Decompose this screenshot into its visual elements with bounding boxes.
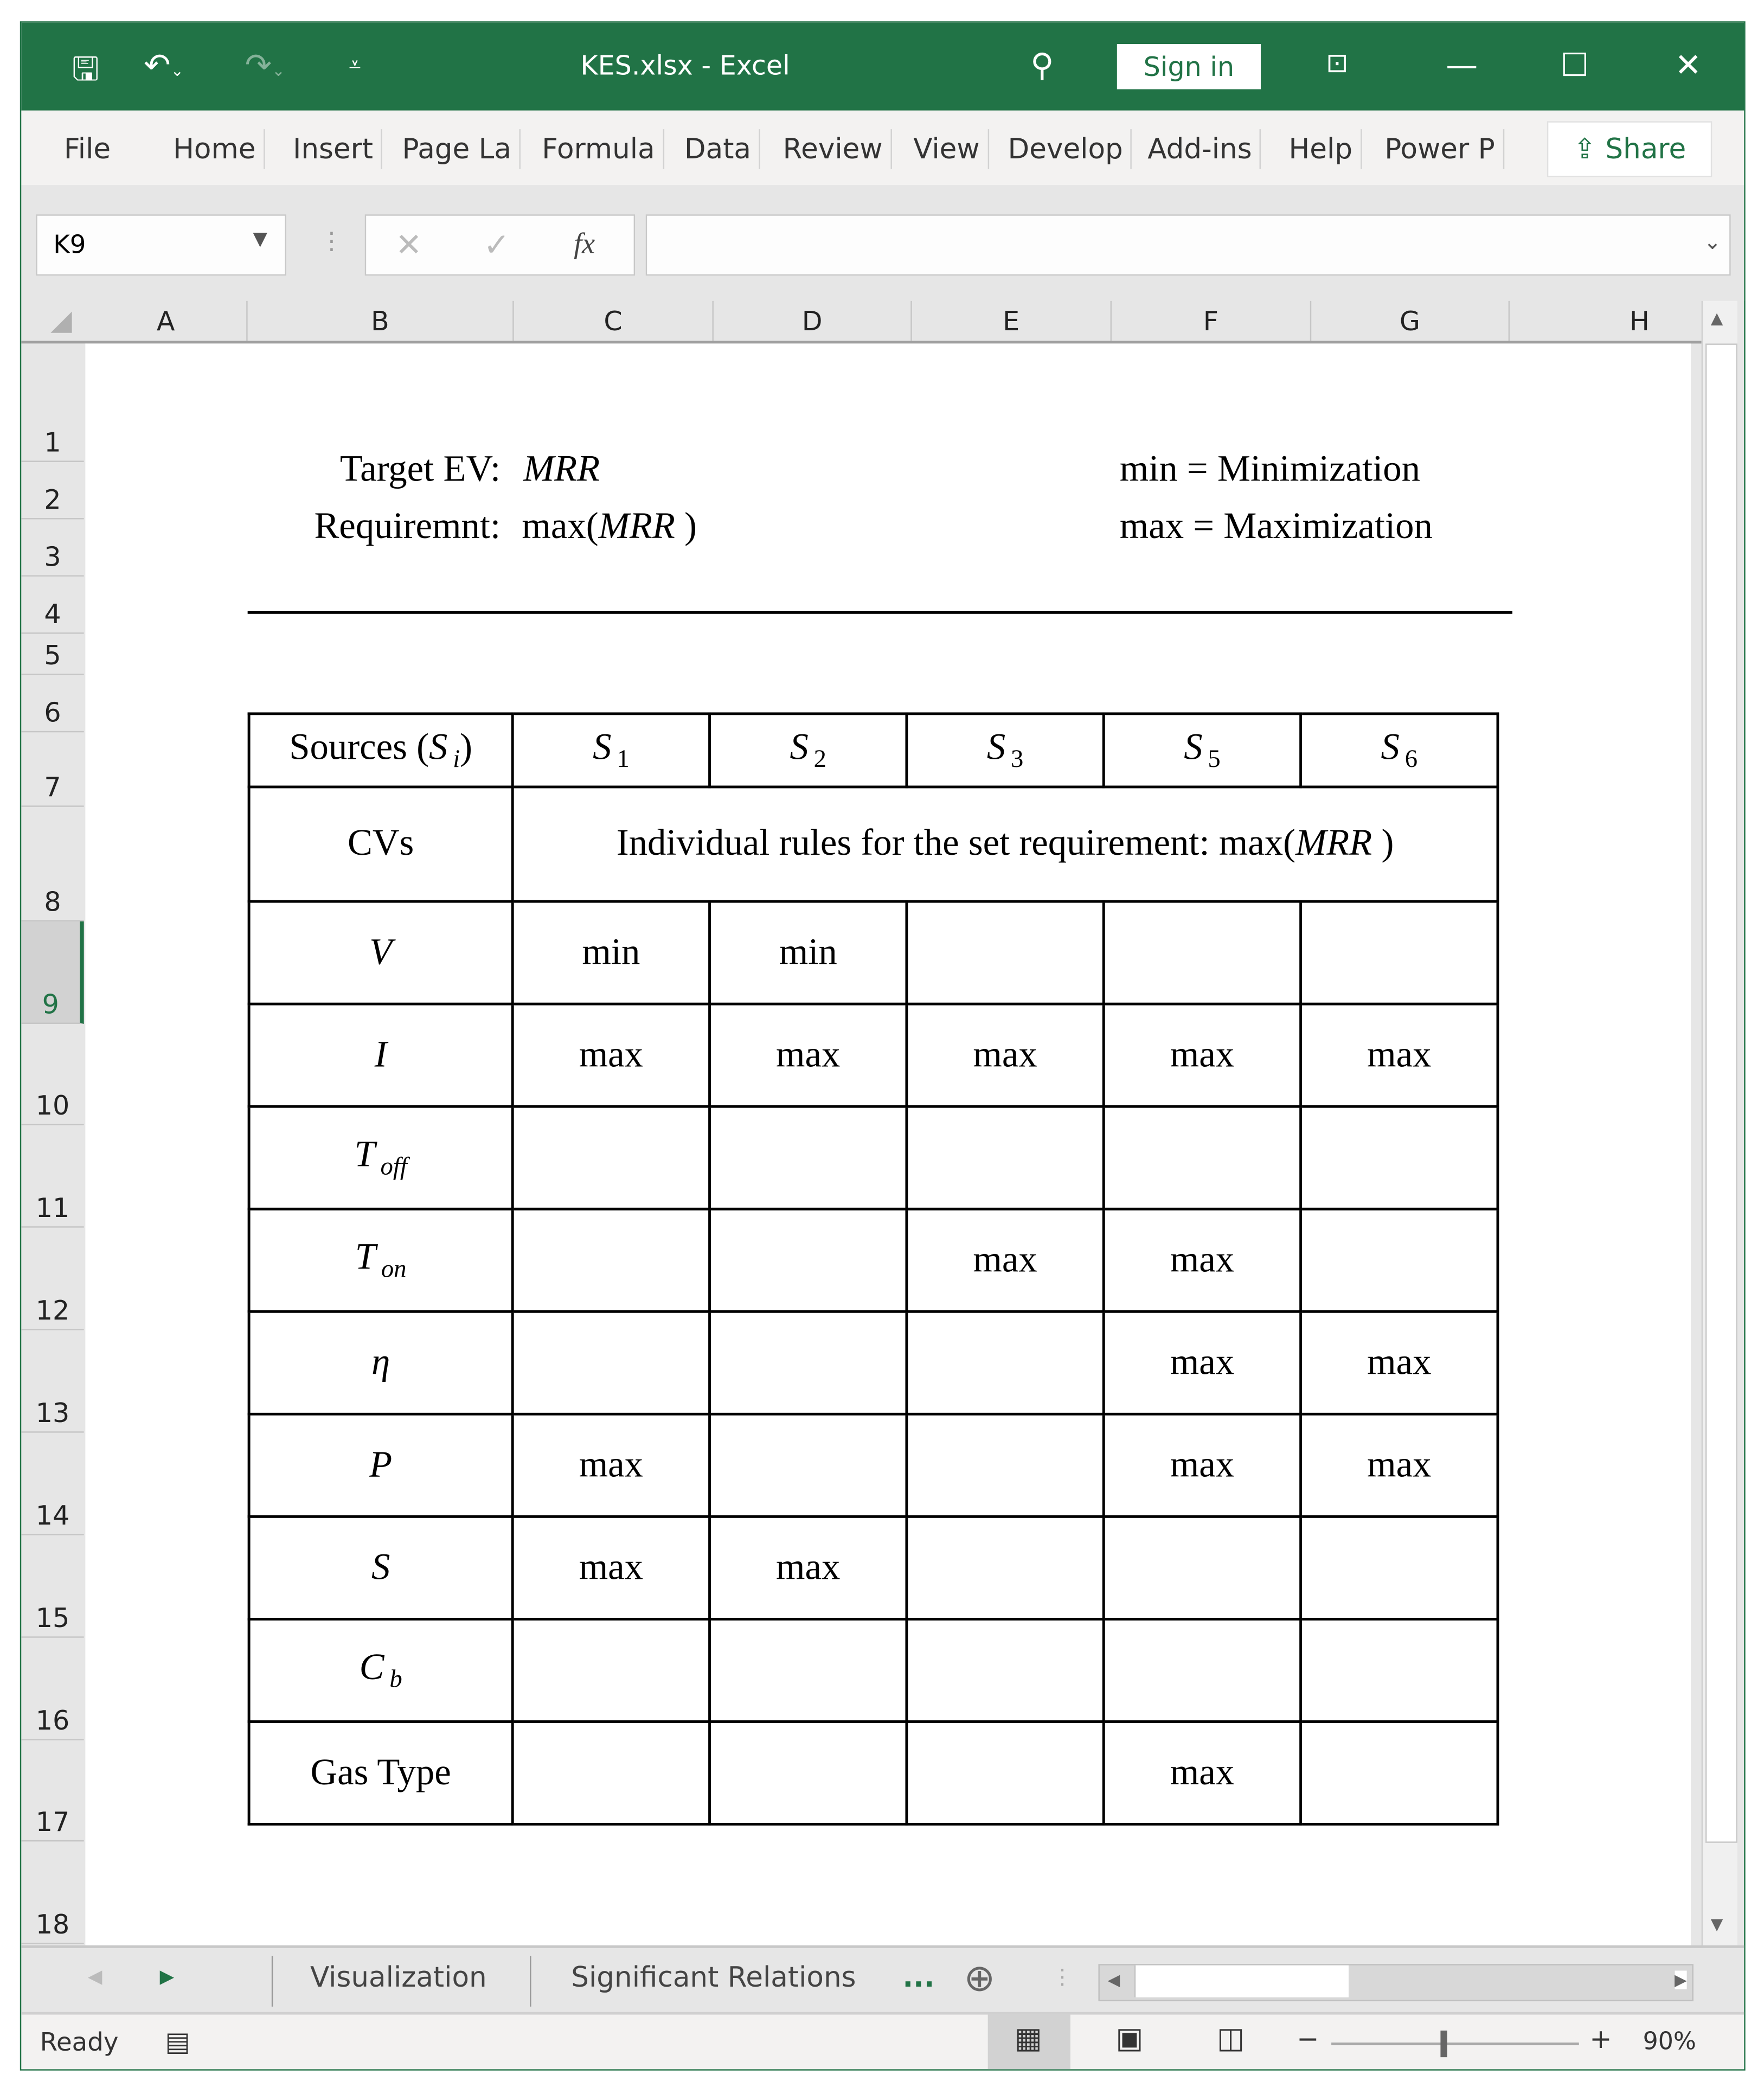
- column-header-g[interactable]: G: [1311, 301, 1510, 341]
- scroll-left-icon[interactable]: ◀: [1107, 1970, 1120, 1989]
- rule-cell[interactable]: max: [512, 1414, 709, 1516]
- search-icon[interactable]: ⚲: [1030, 46, 1054, 84]
- page-layout-view-icon[interactable]: ▣: [1115, 2022, 1144, 2056]
- formula-bar-area: [21, 185, 1745, 301]
- table-row: [249, 1619, 1498, 1721]
- row-header-15[interactable]: 15: [21, 1535, 84, 1638]
- table-row: [249, 1414, 1498, 1516]
- rule-cell[interactable]: [1104, 901, 1300, 1004]
- separator-line: [248, 611, 1512, 614]
- column-header-c[interactable]: C: [514, 301, 714, 341]
- rule-cell[interactable]: min: [710, 901, 907, 1004]
- cv-label[interactable]: η: [249, 1311, 512, 1414]
- rule-cell[interactable]: [512, 1619, 709, 1721]
- more-sheets-button[interactable]: ...: [902, 1961, 935, 1994]
- rule-cell[interactable]: [1301, 1516, 1498, 1619]
- tab-add-ins[interactable]: Add-ins: [1140, 129, 1261, 169]
- rule-cell[interactable]: [907, 901, 1104, 1004]
- row-header-2[interactable]: 2: [21, 462, 84, 520]
- select-all-button[interactable]: [50, 311, 72, 332]
- table-row: [249, 1209, 1498, 1311]
- tab-view[interactable]: View: [905, 129, 989, 169]
- tab-power-pivot[interactable]: Power P: [1377, 129, 1504, 169]
- rule-cell[interactable]: [1301, 1619, 1498, 1721]
- rule-cell[interactable]: [907, 1414, 1104, 1516]
- legend-min: min = Minimization: [1119, 449, 1421, 490]
- row-header-12[interactable]: 12: [21, 1228, 84, 1330]
- requirement-value: max(MRR ): [522, 505, 697, 548]
- customize-quick-access-icon[interactable]: ⩡: [349, 52, 361, 78]
- rule-cell[interactable]: [907, 1311, 1104, 1414]
- cv-label[interactable]: T $_{on}$: [249, 1209, 512, 1311]
- formula-buttons: [365, 214, 635, 276]
- rule-cell[interactable]: max: [1104, 1209, 1300, 1311]
- cv-label[interactable]: V: [249, 901, 512, 1004]
- rule-cell[interactable]: [907, 1516, 1104, 1619]
- splitter-handle[interactable]: ⋮: [319, 227, 344, 256]
- rule-cell[interactable]: [710, 1619, 907, 1721]
- new-sheet-icon[interactable]: ⊕: [964, 1956, 996, 2000]
- share-button[interactable]: [1547, 121, 1712, 177]
- requirement-label: Requiremnt:: [314, 505, 501, 548]
- cv-label[interactable]: S: [249, 1516, 512, 1619]
- ribbon-tabs: [21, 111, 1745, 185]
- maximize-icon[interactable]: ☐: [1560, 46, 1589, 84]
- source-header[interactable]: S $_5$: [1104, 714, 1300, 787]
- rule-cell[interactable]: [1301, 901, 1498, 1004]
- rule-cell[interactable]: max: [710, 1004, 907, 1106]
- table-row: [249, 1721, 1498, 1824]
- accessibility-icon[interactable]: ▤: [165, 2025, 190, 2058]
- rule-cell[interactable]: [1104, 1619, 1300, 1721]
- rule-cell[interactable]: max: [1104, 1311, 1300, 1414]
- row-header-16[interactable]: 16: [21, 1638, 84, 1740]
- save-icon[interactable]: 🖫: [72, 50, 99, 88]
- row-header-18[interactable]: 18: [21, 1841, 84, 1944]
- rule-cell[interactable]: [512, 1311, 709, 1414]
- scroll-down-icon[interactable]: ▼: [1710, 1914, 1723, 1933]
- scroll-right-icon[interactable]: ▶: [1674, 1970, 1687, 1989]
- cvs-header[interactable]: CVs: [249, 787, 512, 901]
- row-header-13[interactable]: 13: [21, 1330, 84, 1433]
- tab-formulas[interactable]: Formula: [534, 129, 664, 169]
- row-header-11[interactable]: 11: [21, 1125, 84, 1228]
- column-header-b[interactable]: B: [248, 301, 514, 341]
- minimize-icon[interactable]: —: [1446, 46, 1478, 84]
- cv-label[interactable]: C $_b$: [249, 1619, 512, 1721]
- name-box-dropdown-icon[interactable]: ▼: [253, 229, 267, 251]
- rule-cell[interactable]: [907, 1721, 1104, 1824]
- window-title: KES.xlsx - Excel: [580, 49, 790, 81]
- rule-cell[interactable]: [710, 1311, 907, 1414]
- tab-insert[interactable]: Insert: [285, 129, 382, 169]
- table-row: [249, 901, 1498, 1004]
- table-row: [249, 1004, 1498, 1106]
- sources-header[interactable]: Sources (S $_i$): [249, 714, 512, 787]
- cv-label[interactable]: Gas Type: [249, 1721, 512, 1824]
- share-label: Share: [1605, 133, 1686, 165]
- rule-cell[interactable]: max: [1301, 1004, 1498, 1106]
- tab-page-layout[interactable]: Page La: [394, 129, 521, 169]
- status-ready: Ready: [40, 2028, 119, 2058]
- rules-table: [248, 712, 1499, 1825]
- sheet-tabs-bar: [21, 1945, 1745, 2015]
- redo-icon[interactable]: ↷⌄: [245, 46, 285, 84]
- rule-cell[interactable]: max: [1104, 1414, 1300, 1516]
- row-header-7[interactable]: 7: [21, 732, 84, 806]
- target-ev-value: MRR: [523, 449, 600, 490]
- rule-cell[interactable]: [1104, 1516, 1300, 1619]
- row-header-5[interactable]: 5: [21, 634, 84, 675]
- vertical-scrollbar[interactable]: [1702, 301, 1737, 1945]
- column-header-h[interactable]: H: [1629, 305, 1650, 337]
- column-header-e[interactable]: E: [912, 301, 1112, 341]
- column-header-a[interactable]: A: [85, 301, 248, 341]
- worksheet-grid[interactable]: [85, 343, 1691, 1945]
- rule-cell[interactable]: [512, 1721, 709, 1824]
- cv-label[interactable]: P: [249, 1414, 512, 1516]
- row-header-8[interactable]: 8: [21, 807, 84, 921]
- source-header[interactable]: S $_6$: [1301, 714, 1498, 787]
- rule-cell[interactable]: [907, 1619, 1104, 1721]
- close-icon[interactable]: ✕: [1675, 46, 1702, 84]
- rule-cell[interactable]: max: [710, 1516, 907, 1619]
- rule-cell[interactable]: max: [1301, 1414, 1498, 1516]
- row-header-9[interactable]: 9: [21, 921, 84, 1024]
- table-row: [249, 1516, 1498, 1619]
- zoom-out-icon[interactable]: −: [1297, 2022, 1319, 2055]
- rule-cell[interactable]: [710, 1106, 907, 1209]
- row-header-10[interactable]: 10: [21, 1024, 84, 1125]
- sign-in-button[interactable]: Sign in: [1117, 44, 1261, 89]
- insert-function-icon[interactable]: fx: [574, 226, 595, 260]
- tab-home[interactable]: Home: [165, 129, 265, 169]
- zoom-in-icon[interactable]: +: [1589, 2022, 1612, 2055]
- source-header[interactable]: S $_1$: [512, 714, 709, 787]
- rule-cell[interactable]: [710, 1414, 907, 1516]
- row-header-3[interactable]: 3: [21, 519, 84, 577]
- row-header-14[interactable]: 14: [21, 1433, 84, 1535]
- horizontal-scroll-thumb[interactable]: [1134, 1965, 1349, 1997]
- scroll-up-icon[interactable]: ▲: [1710, 309, 1723, 328]
- undo-icon[interactable]: ↶⌄: [144, 46, 184, 84]
- vertical-scroll-thumb[interactable]: [1705, 343, 1737, 1842]
- rule-cell[interactable]: [1301, 1721, 1498, 1824]
- tab-data[interactable]: Data: [676, 129, 760, 169]
- ribbon-display-options-icon[interactable]: ⊡: [1326, 46, 1349, 79]
- scroll-tabs-right-icon[interactable]: ▶: [159, 1967, 175, 1988]
- tab-review[interactable]: Review: [775, 129, 892, 169]
- normal-view-icon: ▦: [1014, 2022, 1042, 2056]
- rule-cell[interactable]: [512, 1209, 709, 1311]
- rule-cell[interactable]: max: [907, 1209, 1104, 1311]
- rule-cell[interactable]: [1301, 1106, 1498, 1209]
- sheet-tab-significant-relations[interactable]: Significant Relations: [571, 1961, 856, 1994]
- rule-cell[interactable]: max: [512, 1004, 709, 1106]
- name-box-value: K9: [53, 230, 86, 260]
- source-header[interactable]: S $_3$: [907, 714, 1104, 787]
- tab-help[interactable]: Help: [1281, 129, 1362, 169]
- rule-cell[interactable]: max: [512, 1516, 709, 1619]
- tab-file[interactable]: File: [63, 133, 111, 165]
- zoom-slider-thumb[interactable]: [1440, 2031, 1447, 2057]
- splitter-handle[interactable]: ⋮: [1051, 1964, 1073, 1989]
- name-box[interactable]: [36, 214, 286, 276]
- column-headers: [21, 301, 1701, 344]
- enter-icon[interactable]: ✓: [483, 226, 510, 264]
- rule-cell[interactable]: max: [907, 1004, 1104, 1106]
- sheet-tab-visualization[interactable]: Visualization: [310, 1961, 487, 1994]
- title-bar: [21, 23, 1745, 111]
- row-header-17[interactable]: 17: [21, 1740, 84, 1842]
- scroll-tabs-left-icon[interactable]: ◀: [88, 1967, 102, 1988]
- cancel-icon[interactable]: ✕: [395, 226, 422, 264]
- rule-cell[interactable]: max: [1104, 1721, 1300, 1824]
- rules-caption[interactable]: Individual rules for the set requirement: max(MRR ): [512, 787, 1498, 901]
- cv-label[interactable]: I: [249, 1004, 512, 1106]
- rule-cell[interactable]: [710, 1209, 907, 1311]
- normal-view-button[interactable]: [988, 2015, 1070, 2071]
- table-header-row: [249, 714, 1498, 787]
- row-header-1[interactable]: 1: [21, 365, 84, 462]
- rule-cell[interactable]: [907, 1106, 1104, 1209]
- source-header[interactable]: S $_2$: [710, 714, 907, 787]
- excel-window: [20, 21, 1746, 2070]
- expand-formula-bar-icon[interactable]: ⌄: [1703, 229, 1722, 254]
- row-headers: [21, 343, 86, 1945]
- zoom-slider[interactable]: [1331, 2042, 1579, 2045]
- cv-caption-row: [249, 787, 1498, 901]
- table-row: [249, 1106, 1498, 1209]
- rule-cell[interactable]: [1104, 1106, 1300, 1209]
- formula-input[interactable]: [646, 214, 1731, 276]
- column-header-d[interactable]: D: [714, 301, 912, 341]
- status-bar: [21, 2012, 1745, 2071]
- target-ev-label: Target EV:: [339, 449, 501, 490]
- rule-cell[interactable]: max: [1104, 1004, 1300, 1106]
- zoom-level[interactable]: 90%: [1643, 2028, 1696, 2056]
- horizontal-scrollbar[interactable]: [1098, 1964, 1693, 2001]
- share-icon: ⇪: [1573, 133, 1606, 165]
- table-row: [249, 1311, 1498, 1414]
- column-header-f[interactable]: F: [1112, 301, 1311, 341]
- rule-cell[interactable]: min: [512, 901, 709, 1004]
- rule-cell[interactable]: [710, 1721, 907, 1824]
- tab-developer[interactable]: Develop: [1000, 129, 1132, 169]
- cv-label[interactable]: T $_{off}$: [249, 1106, 512, 1209]
- legend-max: max = Maximization: [1119, 505, 1433, 548]
- row-header-4[interactable]: 4: [21, 577, 84, 634]
- rule-cell[interactable]: [1301, 1209, 1498, 1311]
- rule-cell[interactable]: max: [1301, 1311, 1498, 1414]
- page-break-preview-icon[interactable]: ◫: [1216, 2022, 1245, 2056]
- rule-cell[interactable]: [512, 1106, 709, 1209]
- row-header-6[interactable]: 6: [21, 675, 84, 733]
